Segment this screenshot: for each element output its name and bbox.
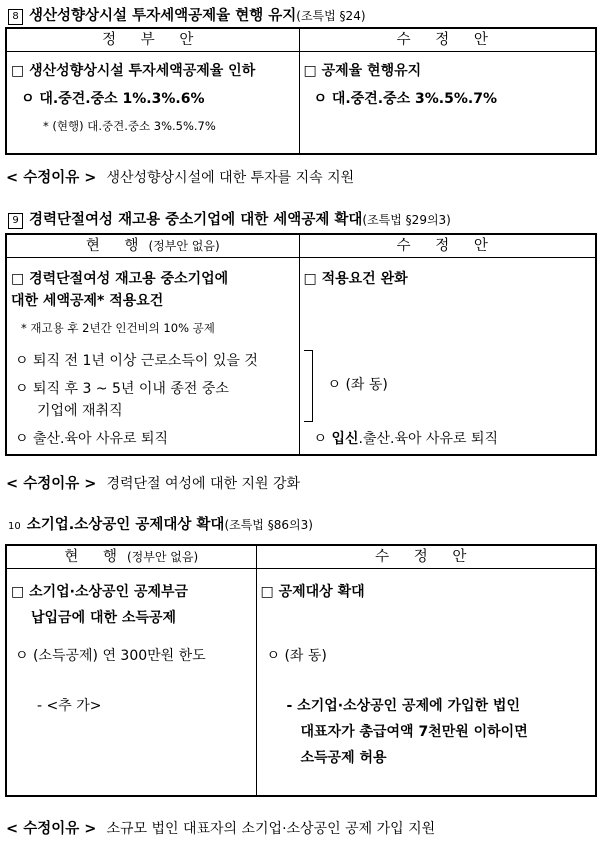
section-10-right-header: 수 정 안 — [256, 545, 596, 569]
section-9-right-sub-bullet: ㅇ — [313, 431, 332, 447]
section-10-right-add-3: 소득공제 허용 — [300, 750, 387, 766]
section-9-left-sub-1: ㅇ 퇴직 전 1년 이상 근로소득이 있을 것 — [15, 353, 258, 369]
section-10-right-add-1: - 소기업·소상공인 공제에 가입한 법인 — [286, 698, 520, 714]
section-9-left-header-sub: (정부안 없음) — [148, 239, 220, 253]
section-9-right-sub — [314, 428, 499, 448]
section-8-title-text: 생산성향상시설 투자세액공제율 현행 유지 — [29, 8, 297, 24]
section-9-left-sub-2a: ㅇ 퇴직 후 3 ~ 5년 이내 종전 중소 — [15, 381, 229, 397]
section-9-number: 9 — [8, 213, 23, 229]
section-8-right-sub: ㅇ 대.중견.중소 3%.5%.7% — [313, 91, 497, 107]
section-9-reason-text: 경력단절 여성에 대한 지원 강화 — [106, 476, 301, 492]
section-10-left-cell — [6, 569, 256, 797]
section-8-left-header: 정 부 안 — [6, 28, 299, 52]
section-9-right-sub-bold: 입신 — [331, 431, 359, 447]
section-10-reason — [6, 817, 435, 838]
section-8-right-item: □ 공제율 현행유지 — [303, 63, 422, 79]
section-10-left-item-2: 납입금에 대한 소득공제 — [31, 610, 176, 626]
section-10-right-item: □ 공제대상 확대 — [260, 584, 365, 600]
section-10-title — [8, 513, 313, 534]
section-10-title-text: 소기업.소상공인 공제대상 확대 — [26, 517, 225, 533]
section-10-number: 10 — [8, 521, 21, 532]
section-10-left-header — [6, 545, 256, 569]
section-8-reason-text: 생산성향상시설에 대한 투자를 지속 지원 — [106, 170, 355, 186]
section-8-ref: (조특법 §24) — [296, 9, 366, 23]
section-10-left-add: - <추 가> — [37, 698, 102, 714]
section-9-reason — [6, 472, 300, 493]
section-9-right-sub-rest: .출산.육아 사유로 퇴직 — [358, 431, 499, 447]
section-9-left-sub-3: ㅇ 출산.육아 사유로 퇴직 — [15, 431, 169, 447]
section-10-left-sub: ㅇ (소득공제) 연 300만원 한도 — [15, 648, 206, 664]
section-8-number: 8 — [8, 9, 23, 25]
section-9-right-header: 수 정 안 — [299, 234, 596, 258]
section-10-right-add-2: 대표자가 총급여액 7천만원 이하이면 — [300, 724, 528, 740]
section-8-title — [8, 4, 366, 25]
section-9-right-item: □ 적용요건 완화 — [303, 271, 408, 287]
section-9-left-item-1: □ 경력단절여성 재고용 중소기업에 — [11, 271, 229, 287]
section-9-ref: (조특법 §29의3) — [362, 213, 451, 227]
section-8-left-sub: ㅇ 대.중견.중소 1%.3%.6% — [21, 91, 205, 107]
section-9-title-text: 경력단절여성 재고용 중소기업에 대한 세액공제 확대 — [29, 212, 363, 228]
section-10-left-item-1: □ 소기업·소상공인 공제부금 — [11, 584, 189, 600]
section-9-right-cell — [299, 258, 596, 456]
section-8-left-item: □ 생산성향상시설 투자세액공제율 인하 — [11, 63, 256, 79]
section-9-left-header-text: 현 행 — [85, 238, 149, 254]
section-9-left-note: * 재고용 후 2년간 인건비의 10% 공제 — [21, 321, 215, 335]
section-8-right-header: 수 정 안 — [299, 28, 596, 52]
section-10-reason-label: < 수정이유 > — [6, 821, 97, 837]
section-9-title — [8, 208, 451, 229]
section-10-table — [5, 544, 597, 797]
section-8-reason — [6, 166, 354, 187]
section-8-reason-label: < 수정이유 > — [6, 170, 97, 186]
section-10-right-cell — [256, 569, 596, 797]
section-10-left-header-text: 현 행 — [64, 549, 127, 565]
section-8-right-cell — [299, 52, 596, 155]
section-9-left-item-2: 대한 세액공제* 적용요건 — [11, 293, 164, 309]
section-9-table — [5, 233, 597, 456]
section-9-left-header — [6, 234, 299, 258]
section-10-right-same: ㅇ (좌 동) — [266, 648, 327, 664]
section-8-table — [5, 27, 597, 155]
section-9-right-same: ㅇ (좌 동) — [327, 377, 388, 393]
section-9-bracket — [304, 350, 313, 422]
section-10-reason-text: 소규모 법인 대표자의 소기업·소상공인 공제 가입 지원 — [106, 821, 436, 837]
section-9-left-cell — [6, 258, 299, 456]
section-10-left-header-sub: (정부안 없음) — [126, 550, 199, 564]
section-8-left-cell — [6, 52, 299, 155]
section-10-ref: (조특법 §86의3) — [224, 518, 313, 532]
section-8-left-note: * (현행) 대.중견.중소 3%.5%.7% — [43, 119, 216, 133]
section-9-left-sub-2b: 기업에 재취직 — [37, 403, 123, 419]
section-9-reason-label: < 수정이유 > — [6, 476, 97, 492]
